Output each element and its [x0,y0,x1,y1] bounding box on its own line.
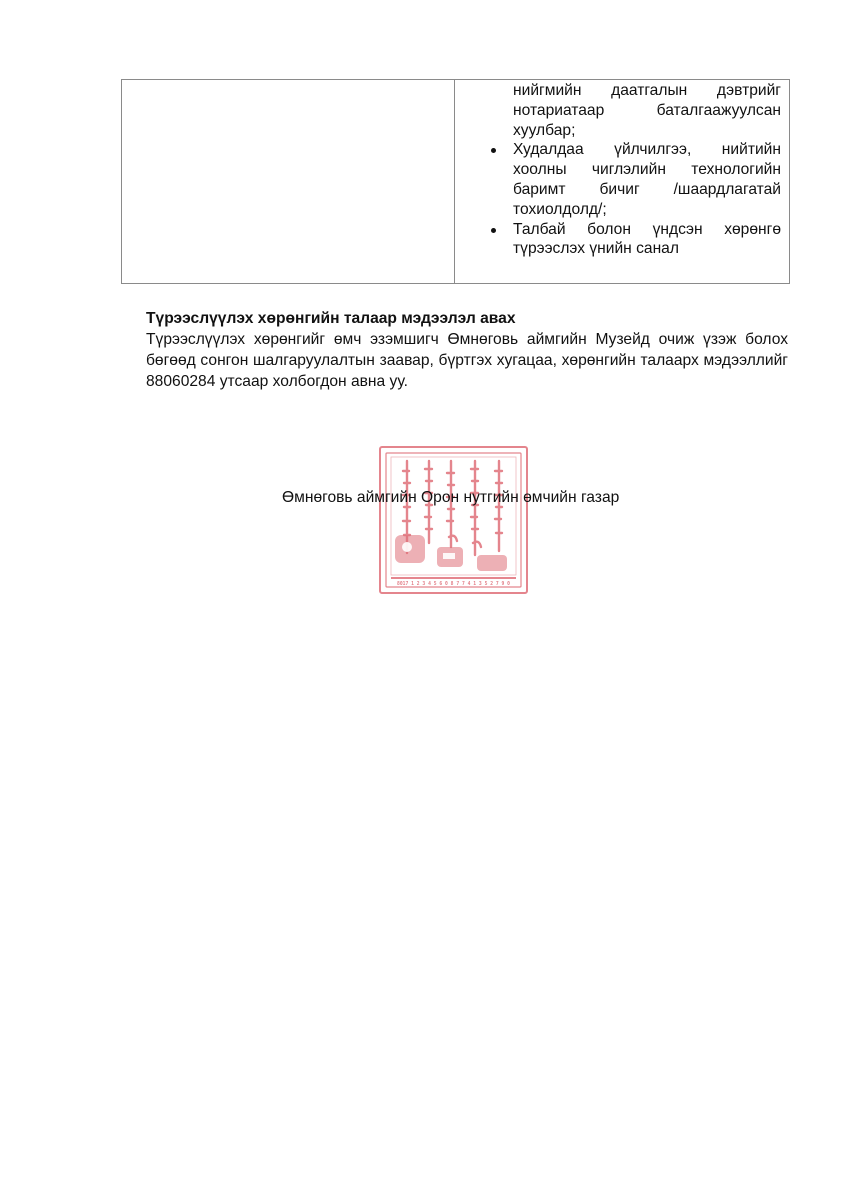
requirements-table [121,79,790,284]
requirements-list [455,80,789,259]
seal-graphic [377,443,530,597]
list-item: Худалдаа үйлчилгээ, нийтийн хоолны чиглэлийн технологийн баримт бичиг /шаардлагатай тохиолдолд/; [455,140,781,219]
official-seal [377,443,530,597]
list-item: Талбай болон үндсэн хөрөнгө түрээслэх үнийн санал [455,220,781,260]
table-row [122,80,790,284]
table-cell-left [122,80,455,284]
signoff-line: Өмнөговь аймгийн Орон нутгийн өмчийн газар [282,489,620,506]
info-section [146,308,788,392]
table-cell-right [455,80,790,284]
svg-text:8017 1 2 3 4 5 6 0 8 7 7 4 1 3: 8017 1 2 3 4 5 6 0 8 7 7 4 1 3 5 2 7 9 0 [397,581,510,587]
list-item: нийгмийн даатгалын дэвтрийг нотариатаар баталгаажуулсан хуулбар; [513,82,781,139]
section-heading: Түрээслүүлэх хөрөнгийн талаар мэдээлэл авах [146,310,516,327]
section-body: Түрээслүүлэх хөрөнгийг өмч эзэмшигч Өмнөговь аймгийн Музейд очиж үзэж болох бөгөөд сонгон шалгаруулалтын заавар, бүртгэх хугацаа, хөрөнгийн талаарх мэдээллийг 88060284 утсаар холбогдон авна уу. [146,331,788,390]
